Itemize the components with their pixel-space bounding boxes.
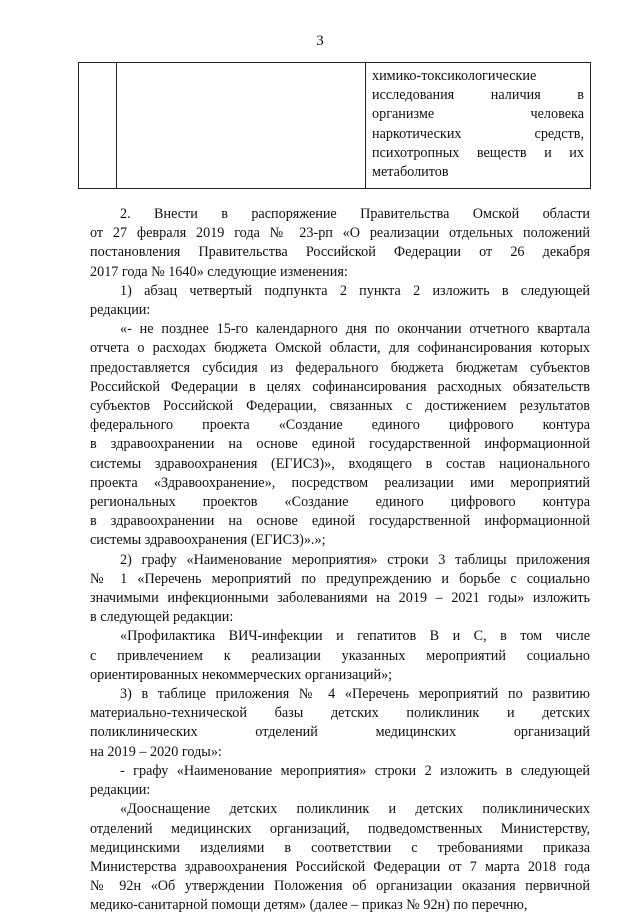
paragraph	[90, 685, 590, 762]
paragraph-line: 2017 года № 1640» следующие изменения:	[90, 263, 348, 280]
table-cell-line: исследования наличия в	[372, 87, 584, 104]
table-row	[79, 63, 591, 189]
table-cell-empty	[117, 63, 366, 189]
paragraph-line: № 1 «Перечень мероприятий по предупреждению и борьбе с социально	[90, 570, 590, 587]
continuation-table	[78, 62, 591, 189]
table-cell-line: наркотических средств,	[372, 125, 584, 142]
paragraph	[90, 800, 590, 915]
paragraph-line: 2. Внести в распоряжение Правительства Омской области	[120, 206, 590, 222]
paragraph-line: субъектов Российской Федерации, связанных с достижением результатов	[90, 398, 590, 415]
paragraph-line: в следующей редакции:	[90, 609, 234, 626]
paragraph-line: Министерства здравоохранения Российской Федерации от 7 марта 2018 года	[90, 858, 590, 875]
paragraph-line: 1) абзац четвертый подпункта 2 пункта 2 изложить в следующей	[120, 282, 590, 299]
paragraph-line: отделений медицинских организаций, подведомственных Министерству,	[90, 820, 590, 837]
paragraph-line: «- не позднее 15-го календарного дня по окончании отчетного квартала	[120, 321, 590, 338]
paragraph	[90, 282, 590, 320]
paragraph	[90, 762, 590, 800]
document-body	[90, 205, 590, 916]
paragraph-line: системы здравоохранения (ЕГИСЗ)», входящего в состав национального	[90, 455, 590, 472]
paragraph-line: в здравоохранении на основе единой государственной информационной	[90, 513, 590, 530]
paragraph-line: предоставляется субсидия из федерального бюджета бюджетам субъектов	[90, 359, 590, 376]
table-cell-number	[79, 63, 117, 189]
paragraph-line: Российской Федерации в целях софинансирования расходных обязательств	[90, 378, 590, 395]
table-cell-line: метаболитов	[372, 164, 449, 181]
paragraph-line: региональных проектов «Создание единого цифрового контура	[90, 494, 590, 511]
paragraph-line: редакции:	[90, 302, 151, 319]
paragraph-line: значимыми инфекционными заболеваниями на 2019 – 2021 годы» изложить	[90, 590, 590, 607]
table-cell-line: психотропных веществ и их	[372, 144, 584, 161]
paragraph-line: на 2019 – 2020 годы»:	[90, 743, 222, 760]
page-number: 3	[316, 33, 324, 49]
paragraph-line: федерального проекта «Создание единого цифрового контура	[90, 417, 590, 434]
paragraph-line: поликлинических отделений медицинских организаций	[90, 724, 590, 741]
paragraph-line: «Дооснащение детских поликлиник и детских поликлинических	[120, 801, 590, 818]
paragraph-line: - графу «Наименование мероприятия» строки 2 изложить в следующей	[120, 762, 590, 779]
paragraph-line: редакции:	[90, 782, 151, 799]
paragraph-line: медицинскими изделиями в соответствии с требованиями приказа	[90, 839, 590, 856]
table-cell-line: химико-токсикологические	[372, 68, 537, 84]
paragraph-line: в здравоохранении на основе единой государственной информационной	[90, 436, 590, 453]
paragraph-line: «Профилактика ВИЧ-инфекции и гепатитов В и С, в том числе	[120, 628, 590, 645]
paragraph-line: медико-санитарной помощи детям» (далее – приказ № 92н) по перечню,	[90, 897, 528, 914]
paragraph	[90, 551, 590, 628]
paragraph-line: от 27 февраля 2019 года № 23-рп «О реализации отдельных положений	[90, 225, 590, 242]
paragraph	[90, 627, 590, 685]
paragraph-line: ориентированных некоммерческих организаций»;	[90, 666, 393, 683]
paragraph-line: отчета о расходах бюджета Омской области, для софинансирования которых	[90, 340, 590, 357]
paragraph-line: системы здравоохранения (ЕГИСЗ)».»;	[90, 532, 326, 549]
paragraph-line: с привлечением к реализации указанных мероприятий социально	[90, 647, 590, 664]
paragraph-line: материально-технической базы детских поликлиник и детских	[90, 705, 590, 722]
paragraph-line: 3) в таблице приложения № 4 «Перечень мероприятий по развитию	[120, 686, 590, 703]
paragraph-line: постановления Правительства Российской Федерации от 26 декабря	[90, 244, 590, 261]
paragraph-line: 2) графу «Наименование мероприятия» строки 3 таблицы приложения	[120, 551, 590, 568]
table-cell-text	[366, 63, 591, 189]
paragraph-line: № 92н «Об утверждении Положения об организации оказания первичной	[90, 878, 590, 895]
paragraph	[90, 320, 590, 550]
paragraph	[90, 205, 590, 282]
paragraph-line: проекта «Здравоохранение», посредством реализации ими мероприятий	[90, 474, 590, 491]
table-cell-line: организме человека	[372, 106, 584, 123]
